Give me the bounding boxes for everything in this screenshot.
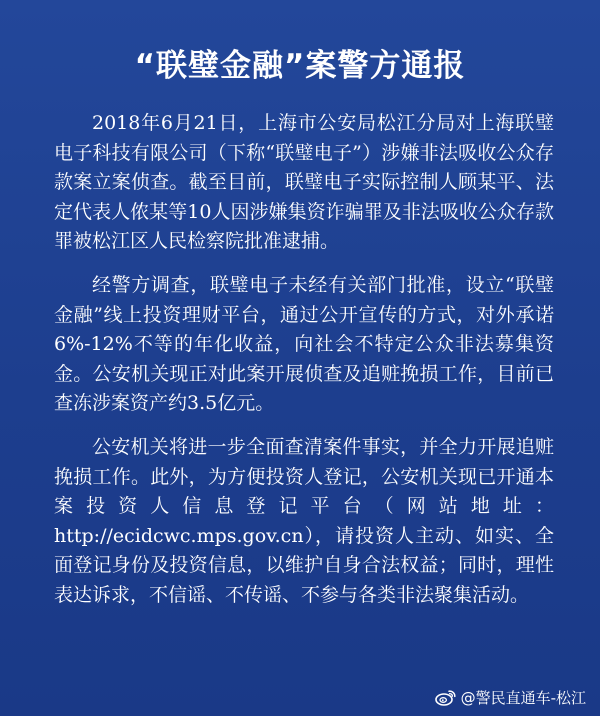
- weibo-watermark: [435, 686, 586, 708]
- notice-paragraph-3: 公安机关将进一步全面查清案件事实，并全力开展追赃挽损工作。此外，为方便投资人登记，公安机关现已开通本案投资人信息登记平台（网站地址：http://ecidcwc.mps.gov.cn），请投资人主动、如实、全面登记身份及投资信息，以维护自身合法权益；同时，理性表达诉求，不信谣、不传谣、不参与各类非法聚集活动。: [54, 435, 554, 606]
- notice-paragraph-1: 2018年6月21日，上海市公安局松江分局对上海联璧电子科技有限公司（下称“联璧电子”）涉嫌非法吸收公众存款案立案侦查。截至目前，联璧电子实际控制人顾某平、法定代表人侬某等10人因涉嫌集资诈骗罪及非法吸收公众存款罪被松江区人民检察院批准逮捕。: [54, 112, 554, 253]
- notice-title: “联璧金融”案警方通报: [134, 48, 466, 84]
- watermark-text: @警民直通车-松江: [460, 688, 586, 707]
- notice-body: [54, 109, 554, 611]
- weibo-icon: [435, 688, 457, 706]
- notice-paragraph-2: 经警方调查，联璧电子未经有关部门批准，设立“联璧金融”线上投资理财平台，通过公开宣传的方式，对外承诺6%-12%不等的年化收益，向社会不特定公众非法募集资金。公安机关现正对此案开展侦查及追赃挽损工作，目前已查冻涉案资产约3.5亿元。: [54, 273, 554, 415]
